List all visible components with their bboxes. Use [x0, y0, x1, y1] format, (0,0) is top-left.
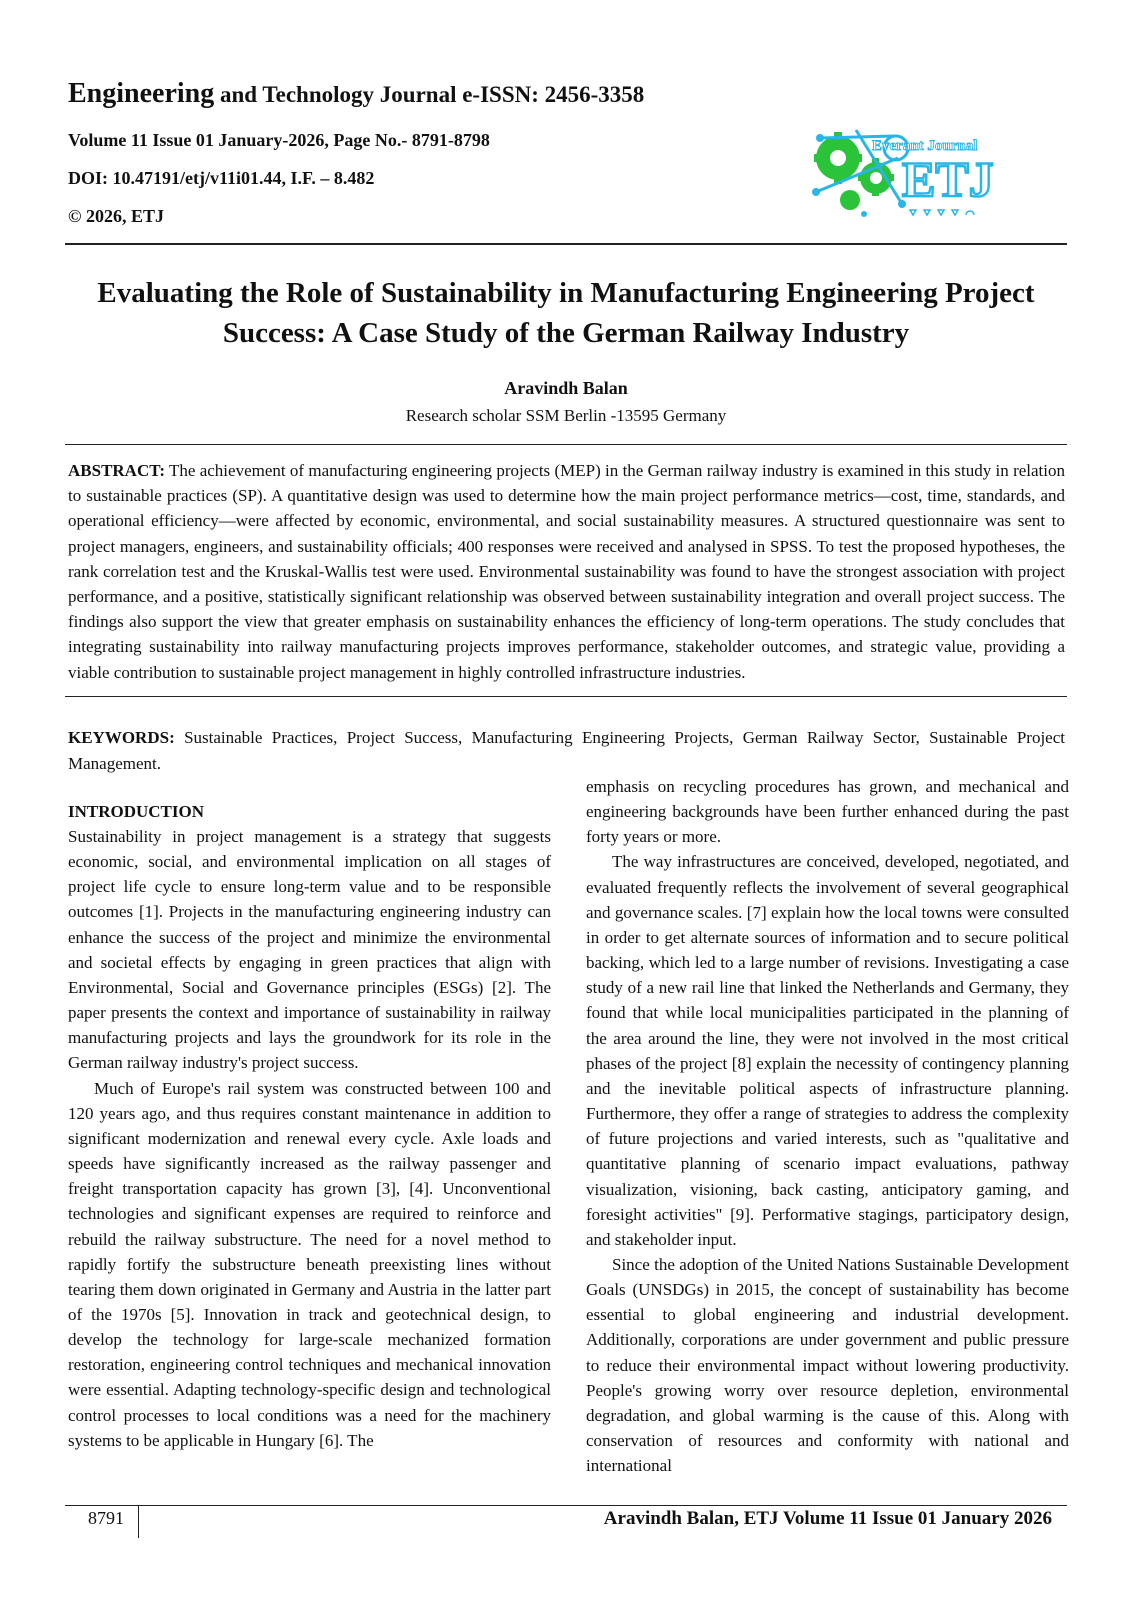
doi-line: DOI: 10.47191/etj/v11i01.44, I.F. – 8.482 — [68, 168, 375, 188]
keywords-text: Sustainable Practices, Project Success, Manufacturing Engineering Projects, German Railway Sector, Sustainable Project Management. — [68, 728, 1065, 773]
left-column — [68, 799, 551, 1453]
section-heading-introduction: INTRODUCTION — [68, 802, 205, 821]
abstract-bottom-rule — [65, 696, 1067, 697]
abstract-top-rule — [65, 444, 1067, 445]
footer-separator — [138, 1506, 139, 1538]
journal-title — [68, 78, 644, 110]
footer-running-text: Aravindh Balan, ETJ Volume 11 Issue 01 January 2026 — [603, 1508, 1052, 1529]
author-affiliation: Research scholar SSM Berlin -13595 Germany — [405, 406, 727, 425]
page-number: 8791 — [88, 1508, 124, 1528]
right-paragraph-2: Since the adoption of the United Nations Sustainable Development Goals (UNSDGs) in 2015, the concept of sustainability has become essential to global engineering and industrial development. Additionally, corporations are under government and public pressure to reduce their environmental impact without lowering productivity. People's growing worry over resource depletion, environmental degradation, and global warming is the cause of this. Along with conservation of resources and conformity with national and international — [586, 1254, 1069, 1476]
author-name: Aravindh Balan — [504, 378, 628, 398]
journal-title-rest: and Technology Journal e-ISSN: 2456-3358 — [214, 82, 645, 107]
right-column — [586, 774, 1069, 1478]
journal-title-first-word: Engineering — [68, 78, 215, 109]
abstract — [68, 458, 1065, 685]
copyright-line: © 2026, ETJ — [68, 206, 164, 226]
etj-logo — [806, 118, 1016, 228]
keywords — [68, 725, 1065, 776]
logo-main-text: ETJ — [902, 151, 994, 207]
right-paragraph-continued: emphasis on recycling procedures has grown, and mechanical and engineering backgrounds have been further enhanced during the past forty years or more. — [586, 777, 1069, 847]
right-paragraph-1: The way infrastructures are conceived, developed, negotiated, and evaluated frequently reflects the involvement of several geographical and governance scales. [7] explain how the local towns were consulted in order to get alternate sources of information and to secure political backing, which led to a large number of revisions. Investigating a case study of a new rail line that linked the Netherlands and Germany, they found that while local municipalities participated in the planning of the area around the line, they were not involved in the most critical phases of the project [8] explain the necessity of contingency planning and the inevitable political aspects of infrastructure planning. Furthermore, they offer a range of strategies to address the complexity of future projections and varied interests, such as "qualitative and quantitative planning of scenario impact evaluations, pathway visualization, visioning, back casting, anticipatory gaming, and foresight activities" [9]. Performative stagings, participatory design, and stakeholder input. — [586, 852, 1069, 1249]
logo-top-text: Everant Journal — [872, 138, 978, 154]
intro-paragraph-2: Much of Europe's rail system was constructed between 100 and 120 years ago, and thus requires constant maintenance in addition to significant modernization and renewal every cycle. Axle loads and speeds have significantly increased as the railway passenger and freight transportation capacity has grown [3], [4]. Unconventional technologies and significant expenses are required to reinforce and rebuild the railway substructure. The need for a novel method to rapidly fortify the substructure beneath preexisting lines without tearing them down originated in Germany and Austria in the latter part of the 1970s [5]. Innovation in track and geotechnical design, to develop the technology for large-scale mechanized formation restoration, engineering control techniques and mechanical innovation were essential. Adapting technology-specific design and technological control processes to local conditions was a need for the machinery systems to be applicable in Hungary [6]. The — [68, 1078, 551, 1450]
gear-network-logo-icon — [806, 118, 1016, 228]
keywords-label: KEYWORDS: — [68, 728, 175, 747]
paper-title: Evaluating the Role of Sustainability in Manufacturing Engineering Project Success: A Case Study of the German Railway Industry — [97, 277, 1035, 349]
intro-paragraph-1: Sustainability in project management is a strategy that suggests economic, social, and environmental implication on all stages of project life cycle to ensure long-term value and to be responsible outcomes [1]. Projects in the manufacturing engineering industry can enhance the success of the project and minimize the environmental and societal effects by engaging in green practices that align with Environmental, Social and Governance principles (ESGs) [2]. The paper presents the context and importance of sustainability in railway manufacturing projects and lays the groundwork for its role in the German railway industry's project success. — [68, 827, 551, 1073]
abstract-label: ABSTRACT: — [68, 461, 165, 480]
header-rule — [65, 243, 1067, 245]
abstract-text: The achievement of manufacturing engineering projects (MEP) in the German railway industry is examined in this study in relation to sustainable practices (SP). A quantitative design was used to determine how the main project performance metrics—cost, time, standards, and operational efficiency—were affected by economic, environmental, and social sustainability measures. A structured questionnaire was sent to project managers, engineers, and sustainability officials; 400 responses were received and analysed in SPSS. To test the proposed hypotheses, the rank correlation test and the Kruskal-Wallis test were used. Environmental sustainability was found to have the strongest association with project performance, and a positive, statistically significant relationship was observed between sustainability integration and overall project success. The findings also support the view that greater emphasis on sustainability enhances the efficiency of long-term operations. The study concludes that integrating sustainability into railway manufacturing projects improves performance, stakeholder outcomes, and strategic value, providing a viable contribution to sustainable project management in highly controlled infrastructure industries. — [68, 461, 1065, 682]
volume-line: Volume 11 Issue 01 January-2026, Page No.- 8791-8798 — [68, 130, 490, 150]
footer-rule — [65, 1505, 1067, 1506]
